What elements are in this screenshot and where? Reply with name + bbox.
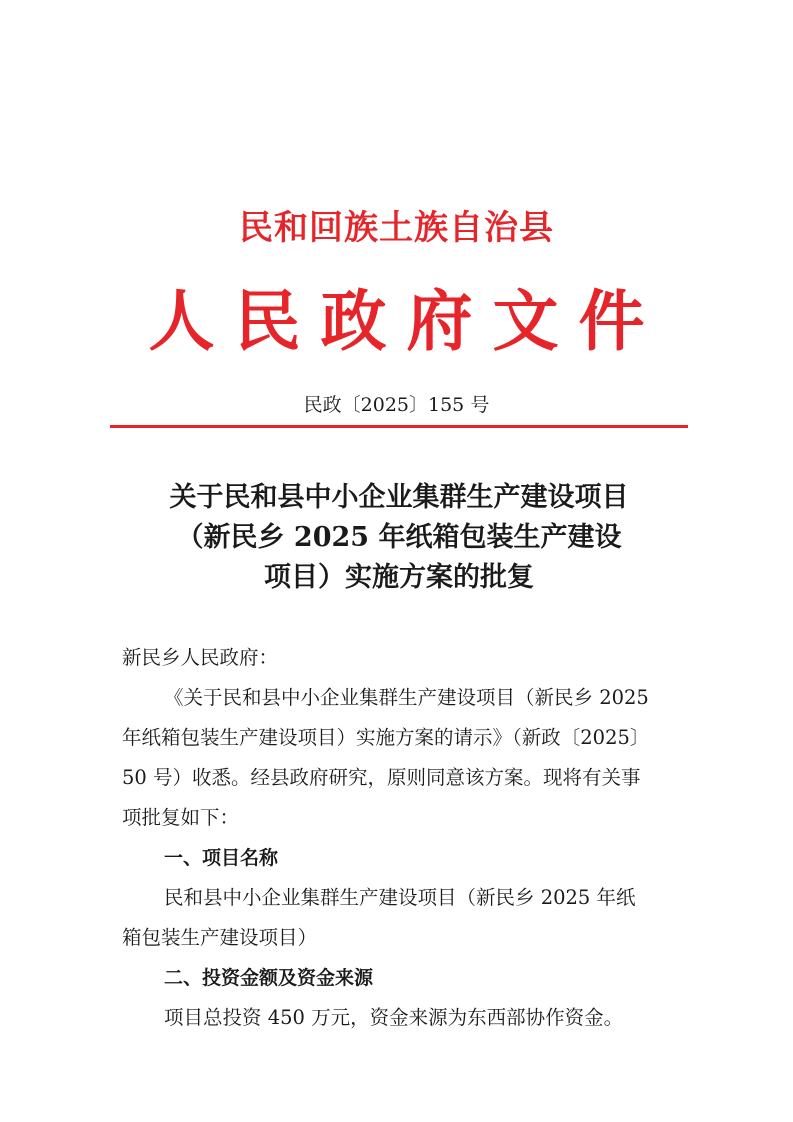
paragraph-line: 箱包装生产建设项目） xyxy=(122,926,318,949)
document-body xyxy=(122,638,682,1038)
document-type-title: 人民政府文件 xyxy=(148,282,665,360)
paragraph-line: 《关于民和县中小企业集群生产建设项目（新民乡 2025 xyxy=(164,686,649,709)
title-line: 关于民和县中小企业集群生产建设项目 xyxy=(169,482,629,513)
paragraph-line: 民和县中小企业集群生产建设项目（新民乡 2025 年纸 xyxy=(164,886,636,909)
section-heading: 二、投资金额及资金来源 xyxy=(164,967,374,989)
paragraph-line: 项批复如下： xyxy=(122,806,240,829)
title-line: （新民乡 2025 年纸箱包装生产建设 xyxy=(176,522,622,553)
issuer-name: 民和回族土族自治县 xyxy=(239,208,554,248)
paragraph-line: 项目总投资 450 万元，资金来源为东西部协作资金。 xyxy=(164,1006,624,1029)
addressee: 新民乡人民政府： xyxy=(122,646,279,669)
paragraph-line: 50 号）收悉。经县政府研究，原则同意该方案。现将有关事 xyxy=(122,766,641,789)
document-number: 民政〔2025〕155 号 xyxy=(303,394,490,416)
section-heading: 一、项目名称 xyxy=(164,847,279,869)
document-title xyxy=(110,478,688,598)
red-divider-line xyxy=(110,425,688,428)
paragraph-line: 年纸箱包装生产建设项目）实施方案的请示》（新政〔2025〕 xyxy=(122,726,650,749)
title-line: 项目）实施方案的批复 xyxy=(264,562,534,593)
